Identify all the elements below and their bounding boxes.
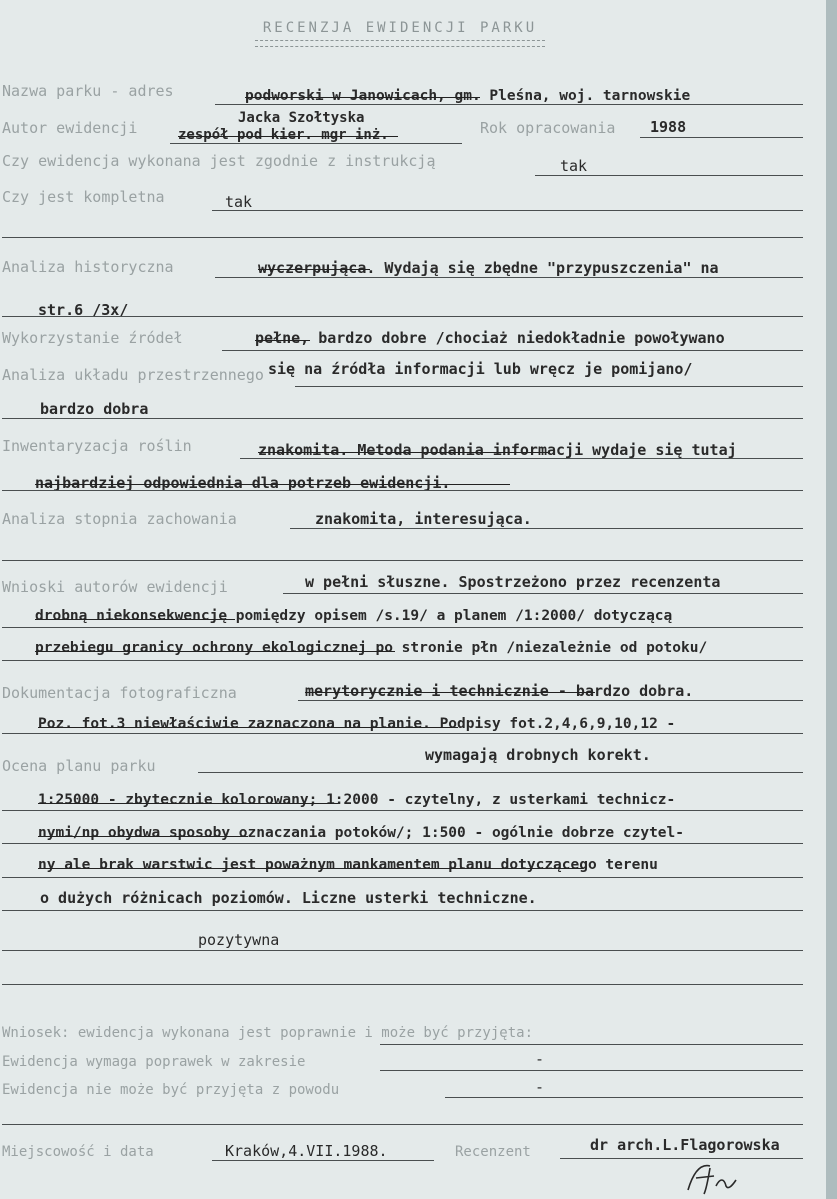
rejected-value: - — [535, 1078, 545, 1096]
requires-fixes-value: - — [535, 1050, 545, 1068]
plan-rating-line-5 — [2, 910, 803, 911]
strike-mark — [38, 836, 248, 837]
plant-inventory-line-2 — [2, 490, 803, 491]
author-line — [170, 143, 462, 144]
photo-docs-line-2 — [2, 733, 803, 734]
plan-rating-line-2 — [2, 810, 803, 811]
author-value-line1: Jacka Szołtyska — [238, 110, 365, 126]
historical-label: Analiza historyczna — [2, 258, 174, 276]
preservation-line — [290, 528, 803, 529]
overall-rating-value: pozytywna — [198, 931, 280, 949]
compliance-line — [535, 175, 803, 176]
conclusions-line — [283, 593, 803, 594]
plan-rating-value-line1: 1:25000 - zbytecznie kolorowany; 1:2000 - czytelny, z usterkami technicz- — [38, 792, 676, 808]
plant-inventory-line — [240, 458, 803, 459]
layout-analysis-line-2 — [2, 418, 803, 419]
plan-rating-value-line3: ny ale brak warstwic jest poważnym mankamentem planu dotyczącego terenu — [38, 857, 658, 873]
strike-mark — [35, 619, 235, 620]
author-label: Autor ewidencji — [2, 119, 138, 137]
strike-mark — [38, 803, 338, 804]
form-title: RECENZJA EWIDENCJI PARKU — [262, 20, 538, 36]
rejected-label: Ewidencja nie może być przyjęta z powodu — [2, 1082, 340, 1098]
photo-docs-value-line2: Poz. fot.3 niewłaściwie zaznaczona na planie. Podpisy fot.2,4,6,9,10,12 - — [38, 716, 676, 732]
sources-line — [222, 350, 803, 351]
complete-value: tak — [225, 193, 253, 211]
photo-docs-label: Dokumentacja fotograficzna — [2, 684, 237, 702]
historical-line — [215, 277, 803, 278]
rejected-line — [445, 1097, 803, 1098]
handwritten-signature — [680, 1160, 740, 1196]
requires-fixes-label: Ewidencja wymaga poprawek w zakresie — [2, 1054, 306, 1070]
park-name-value: podworski w Janowicach, gm. Pleśna, woj. tarnowskie — [245, 88, 691, 104]
conclusion-accept-label: Wniosek: ewidencja wykonana jest poprawnie i może być przyjęta: — [2, 1025, 534, 1041]
plant-inventory-value-line1: znakomita. Metoda podania informacji wydaje się tutaj — [258, 441, 737, 459]
blank-line — [2, 237, 803, 238]
blank-line — [2, 1124, 803, 1125]
plan-rating-line — [198, 772, 803, 773]
historical-line-2 — [2, 316, 803, 317]
conclusion-accept-line — [380, 1044, 803, 1045]
preservation-label: Analiza stopnia zachowania — [2, 510, 237, 528]
layout-analysis-value: bardzo dobra — [40, 400, 149, 418]
photo-docs-line — [298, 700, 803, 701]
year-label: Rok opracowania — [480, 119, 616, 137]
plant-inventory-value-line2: najbardziej odpowiednia dla potrzeb ewidencji. — [35, 474, 451, 492]
sources-value-line1: pełne, bardzo dobre /chociaż niedokładnie powoływano — [255, 329, 725, 347]
conclusions-value-line3: przebiegu granicy ochrony ekologicznej po stronie płn /niezależnie od potoku/ — [35, 640, 708, 656]
strike-mark — [35, 651, 395, 652]
strike-mark — [255, 340, 310, 341]
strike-mark — [258, 452, 548, 453]
year-value: 1988 — [650, 118, 687, 136]
strike-mark — [38, 868, 583, 869]
author-value-line2: zespół pod kier. mgr inż. — [178, 127, 389, 143]
strike-mark — [38, 727, 458, 728]
conclusions-label: Wnioski autorów ewidencji — [2, 578, 228, 596]
requires-fixes-line — [380, 1070, 803, 1071]
complete-label: Czy jest kompletna — [2, 188, 165, 206]
scan-edge — [826, 0, 837, 1199]
layout-analysis-line — [295, 386, 803, 387]
reviewer-value: dr arch.L.Flagorowska — [590, 1136, 780, 1154]
photo-docs-value-line3: wymagają drobnych korekt. — [425, 746, 651, 764]
photo-docs-value-line1: merytorycznie i technicznie - bardzo dobra. — [305, 682, 694, 700]
blank-line — [2, 950, 803, 951]
conclusions-line-3 — [2, 660, 803, 661]
complete-line — [212, 210, 803, 211]
conclusions-value-line2: drobną niekonsekwencję pomiędzy opisem /s.19/ a planem /1:2000/ dotyczącą — [35, 608, 673, 624]
strike-mark — [258, 269, 370, 270]
place-date-label: Miejscowość i data — [2, 1144, 154, 1160]
layout-analysis-label: Analiza układu przestrzennego — [2, 366, 264, 384]
sources-label: Wykorzystanie źródeł — [2, 329, 183, 347]
strike-mark — [178, 136, 398, 137]
conclusions-line-2 — [2, 627, 803, 628]
plan-rating-value-line4: o dużych różnicach poziomów. Liczne usterki techniczne. — [40, 889, 537, 907]
conclusions-value-line1: w pełni słuszne. Spostrzeżono przez recenzenta — [305, 573, 721, 591]
strike-mark — [245, 97, 480, 98]
plan-rating-line-4 — [2, 877, 803, 878]
strike-mark — [305, 692, 595, 693]
title-underline — [255, 40, 545, 47]
park-name-label: Nazwa parku - adres — [2, 82, 174, 100]
place-date-value: Kraków,4.VII.1988. — [225, 1142, 388, 1160]
historical-value-line1: wyczerpująca. Wydają się zbędne "przypuszczenia" na — [258, 259, 719, 277]
strike-mark — [35, 484, 510, 485]
blank-line — [2, 984, 803, 985]
historical-value-line2: str.6 /3x/ — [38, 301, 129, 319]
plant-inventory-label: Inwentaryzacja roślin — [2, 437, 192, 455]
plan-rating-value-line2: nymi/np obydwa sposoby oznaczania potoków/; 1:500 - ogólnie dobrze czytel- — [38, 825, 685, 841]
place-date-line — [212, 1160, 434, 1161]
plan-rating-line-3 — [2, 843, 803, 844]
sources-value-line2: się na źródła informacji lub wręcz je pomijano/ — [268, 360, 693, 378]
park-name-line — [215, 104, 803, 105]
plan-rating-label: Ocena planu parku — [2, 757, 156, 775]
reviewer-line — [560, 1158, 803, 1159]
reviewer-label: Recenzent — [455, 1144, 531, 1160]
year-line — [640, 137, 803, 138]
compliance-value: tak — [560, 157, 588, 175]
blank-line — [2, 560, 803, 561]
compliance-label: Czy ewidencja wykonana jest zgodnie z instrukcją — [2, 152, 436, 170]
preservation-value: znakomita, interesująca. — [315, 510, 532, 528]
